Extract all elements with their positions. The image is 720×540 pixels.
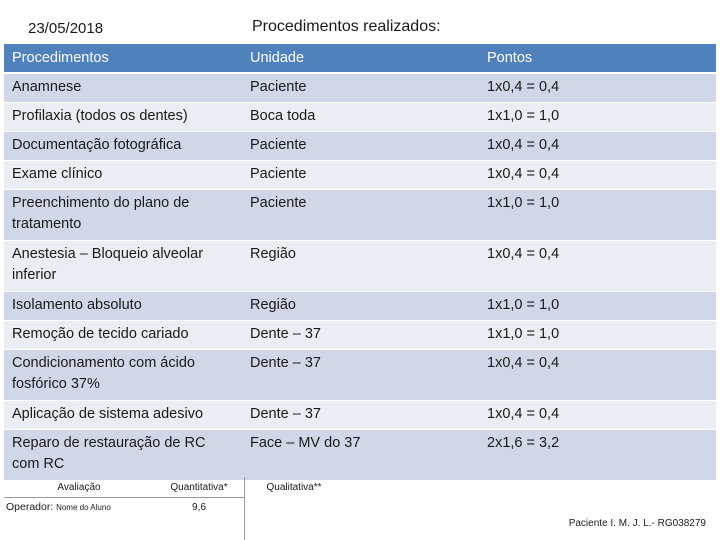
table-row [4,132,716,161]
table-row [4,321,716,350]
cell-unidade: Região [242,292,479,321]
evaluation-divider-vertical [244,477,245,540]
cell-procedimento: Reparo de restauração de RC com RC [4,430,242,481]
table-row [4,401,716,430]
operador-cell [4,497,154,517]
table-row [4,190,716,241]
cell-procedimento: Anamnese [4,73,242,103]
quantitativa-value: 9,6 [192,501,206,513]
cell-pontos: 2x1,6 = 3,2 [479,430,716,481]
cell-pontos: 1x0,4 = 0,4 [479,350,716,401]
table-header-row [4,44,716,73]
cell-unidade: Paciente [242,190,479,241]
cell-unidade: Paciente [242,73,479,103]
evaluation-value-row [4,497,344,517]
cell-procedimento: Isolamento absoluto [4,292,242,321]
cell-pontos: 1x1,0 = 1,0 [479,292,716,321]
cell-unidade: Dente – 37 [242,401,479,430]
table-row [4,161,716,190]
date: 23/05/2018 [28,20,104,37]
qualitativa-value [244,497,344,517]
column-header-procedimentos: Procedimentos [4,44,242,73]
evaluation-divider-horizontal [4,497,244,498]
cell-procedimento: Condicionamento com ácido fosfórico 37% [4,350,242,401]
cell-procedimento: Remoção de tecido cariado [4,321,242,350]
page-title: Procedimentos realizados: [252,18,441,35]
procedures-table [4,44,716,480]
cell-pontos: 1x0,4 = 0,4 [479,73,716,103]
cell-procedimento: Preenchimento do plano de tratamento [4,190,242,241]
table-row [4,350,716,401]
column-header-unidade: Unidade [242,44,479,73]
evaluation-header-row [4,477,344,497]
table-row [4,73,716,103]
cell-unidade: Dente – 37 [242,321,479,350]
patient-footer: Paciente I. M. J. L.- RG038279 [568,518,706,529]
cell-procedimento: Anestesia – Bloqueio alveolar inferior [4,241,242,292]
cell-unidade: Paciente [242,132,479,161]
cell-procedimento: Documentação fotográfica [4,132,242,161]
operador-label: Operador: [6,501,54,513]
table-row [4,103,716,132]
cell-pontos: 1x0,4 = 0,4 [479,241,716,292]
cell-unidade: Face – MV do 37 [242,430,479,481]
cell-pontos: 1x1,0 = 1,0 [479,103,716,132]
cell-pontos: 1x0,4 = 0,4 [479,161,716,190]
cell-unidade: Paciente [242,161,479,190]
cell-unidade: Boca toda [242,103,479,132]
cell-pontos: 1x1,0 = 1,0 [479,190,716,241]
table-row [4,241,716,292]
operador-value: Nome do Aluno [56,503,111,512]
table-row [4,292,716,321]
table-row [4,430,716,481]
cell-pontos: 1x1,0 = 1,0 [479,321,716,350]
cell-procedimento: Aplicação de sistema adesivo [4,401,242,430]
cell-pontos: 1x0,4 = 0,4 [479,401,716,430]
cell-pontos: 1x0,4 = 0,4 [479,132,716,161]
cell-unidade: Região [242,241,479,292]
column-header-pontos: Pontos [479,44,716,73]
evaluation-label: Avaliação [57,481,101,493]
qualitativa-label: Qualitativa** [266,481,322,493]
cell-procedimento: Exame clínico [4,161,242,190]
cell-procedimento: Profilaxia (todos os dentes) [4,103,242,132]
quantitativa-label: Quantitativa* [170,481,228,493]
cell-unidade: Dente – 37 [242,350,479,401]
